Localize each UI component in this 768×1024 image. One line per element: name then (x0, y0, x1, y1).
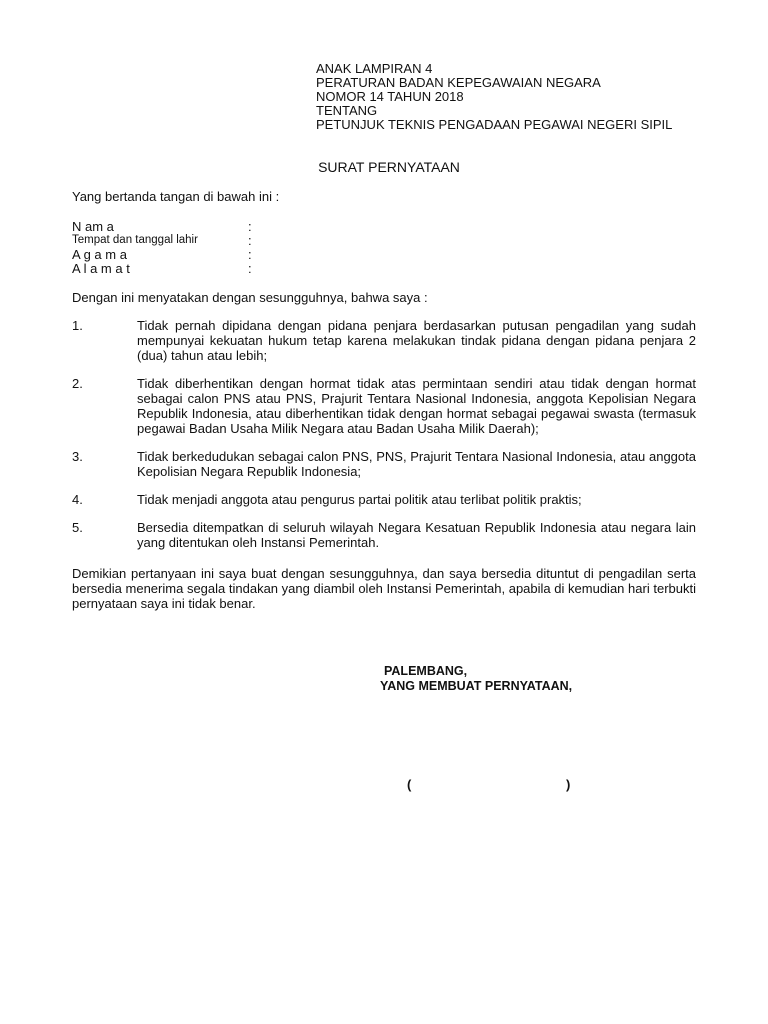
signature-role: YANG MEMBUAT PERNYATAAN, (380, 679, 573, 693)
statement-list (72, 318, 696, 550)
appendix-header (316, 62, 736, 132)
document-title: SURAT PERNYATAAN (318, 159, 460, 175)
field-address (72, 261, 272, 275)
list-item-text: Bersedia ditempatkan di seluruh wilayah Negara Kesatuan Republik Indonesia atau negara lain yang ditentukan oleh Instansi Pemerintah. (137, 520, 696, 550)
list-item-number: 5. (72, 520, 83, 535)
signature-open-paren: ( (407, 777, 412, 792)
list-item-number: 3. (72, 449, 83, 464)
list-item-number: 2. (72, 376, 83, 391)
field-religion-label: A g a m a (72, 247, 127, 262)
list-item (72, 492, 696, 507)
field-address-colon: : (248, 261, 252, 276)
statement-intro: Dengan ini menyatakan dengan sesungguhnya, bahwa saya : (72, 290, 428, 305)
signature-block (380, 664, 572, 694)
field-religion-colon: : (248, 247, 252, 262)
field-religion (72, 247, 272, 261)
field-name-colon: : (248, 219, 252, 234)
list-item-text: Tidak menjadi anggota atau pengurus partai politik atau terlibat politik praktis; (137, 492, 582, 507)
list-item-text: Tidak diberhentikan dengan hormat tidak atas permintaan sendiri atau tidak dengan hormat sebagai calon PNS atau PNS, Prajurit Tentara Nasional Indonesia, anggota Kepolisian Negara Republik Indonesia, atau diberhentikan tidak dengan hormat sebagai pegawai swasta (termasuk pegawai Badan Usaha Milik Negara atau Badan Usaha Milik Daerah); (137, 376, 696, 436)
list-item (72, 376, 696, 436)
header-line-3: NOMOR 14 TAHUN 2018 (316, 89, 464, 104)
intro-text: Yang bertanda tangan di bawah ini : (72, 189, 280, 204)
list-item (72, 318, 696, 363)
field-birth-colon: : (248, 233, 252, 248)
identity-fields (72, 219, 272, 275)
header-line-4: TENTANG (316, 103, 378, 118)
field-name (72, 219, 272, 233)
field-birth (72, 233, 272, 247)
list-item-number: 4. (72, 492, 83, 507)
field-name-label: N am a (72, 219, 114, 234)
signature-city: PALEMBANG, (384, 664, 468, 678)
header-line-2: PERATURAN BADAN KEPEGAWAIAN NEGARA (316, 75, 601, 90)
list-item (72, 449, 696, 479)
list-item-text: Tidak pernah dipidana dengan pidana penjara berdasarkan putusan pengadilan yang sudah mempunyai kekuatan hukum tetap karena melakukan tindak pidana dengan pidana penjara 2 (dua) tahun atau lebih; (137, 318, 696, 363)
field-address-label: A l a m a t (72, 261, 130, 276)
list-item-number: 1. (72, 318, 83, 333)
list-item-text: Tidak berkedudukan sebagai calon PNS, PNS, Prajurit Tentara Nasional Indonesia, atau anggota Kepolisian Negara Republik Indonesia; (137, 449, 696, 479)
document-title-wrap (0, 160, 768, 175)
field-birth-label: Tempat dan tanggal lahir (72, 234, 198, 246)
signature-close-paren: ) (566, 777, 571, 792)
closing-paragraph: Demikian pertanyaan ini saya buat dengan sesungguhnya, dan saya bersedia dituntut di pengadilan serta bersedia menerima segala tindakan yang diambil oleh Instansi Pemerintah, apabila di kemudian hari terbukti pernyataan saya ini tidak benar. (72, 566, 696, 611)
list-item (72, 520, 696, 550)
header-line-5: PETUNJUK TEKNIS PENGADAAN PEGAWAI NEGERI SIPIL (316, 117, 673, 132)
header-line-1: ANAK LAMPIRAN 4 (316, 61, 433, 76)
